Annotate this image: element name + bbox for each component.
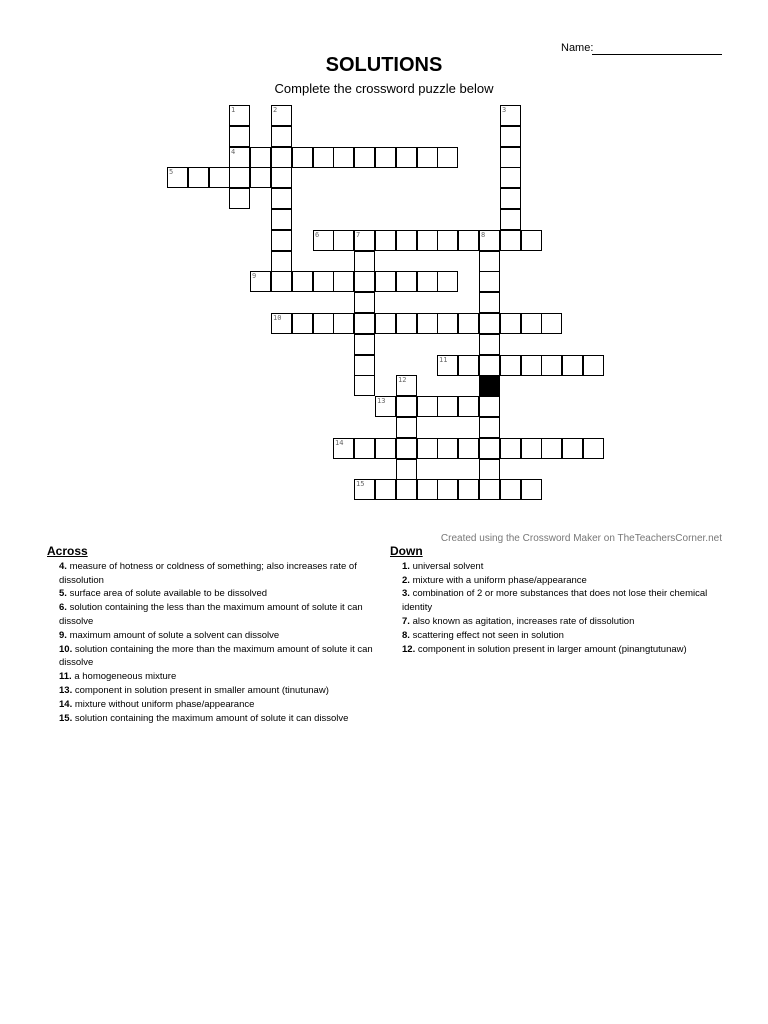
crossword-cell[interactable] — [417, 230, 438, 251]
clue-text: a homogeneous mixture — [71, 671, 177, 683]
crossword-cell[interactable] — [271, 126, 292, 147]
crossword-cell[interactable] — [479, 396, 500, 417]
crossword-cell[interactable] — [479, 313, 500, 334]
clue-item — [47, 629, 382, 643]
clue-number-label: 6. — [59, 602, 67, 614]
page-subtitle: Complete the crossword puzzle below — [274, 81, 494, 96]
crossword-cell[interactable] — [313, 271, 334, 292]
clue-item — [47, 698, 382, 712]
crossword-cell[interactable] — [188, 167, 209, 188]
crossword-cell[interactable] — [333, 147, 354, 168]
crossword-cell[interactable] — [375, 479, 396, 500]
clue-number: 14 — [335, 439, 344, 447]
clue-number: 15 — [356, 480, 365, 488]
crossword-cell[interactable] — [229, 105, 250, 126]
crossword-cell[interactable] — [437, 230, 458, 251]
crossword-cell[interactable] — [458, 355, 479, 376]
crossword-cell[interactable] — [209, 167, 230, 188]
crossword-cell[interactable] — [500, 313, 521, 334]
crossword-cell[interactable] — [354, 292, 375, 313]
crossword-cell[interactable] — [417, 479, 438, 500]
crossword-cell[interactable] — [437, 271, 458, 292]
crossword-cell[interactable] — [375, 271, 396, 292]
crossword-cell[interactable] — [229, 167, 250, 188]
clue-text: measure of hotness or coldness of something; also increases rate of dissolution — [59, 560, 357, 586]
crossword-cell[interactable] — [521, 479, 542, 500]
clue-number-label: 14. — [59, 698, 73, 710]
clue-number: 5 — [169, 168, 174, 176]
crossword-cell[interactable] — [354, 438, 375, 459]
clue-item — [390, 574, 730, 588]
crossword-cell[interactable] — [583, 355, 604, 376]
crossword-cell[interactable] — [333, 230, 354, 251]
crossword-cell[interactable] — [375, 147, 396, 168]
crossword-cell[interactable] — [292, 271, 313, 292]
crossword-cell[interactable] — [271, 147, 292, 168]
clue-item — [390, 615, 730, 629]
clue-text: component in solution present in smaller amount (tinutunaw) — [72, 684, 329, 696]
crossword-cell[interactable] — [562, 355, 583, 376]
crossword-cell[interactable] — [271, 271, 292, 292]
crossword-cell[interactable] — [521, 438, 542, 459]
clue-number-label: 2. — [402, 574, 410, 586]
crossword-cell[interactable] — [250, 167, 271, 188]
crossword-cell[interactable] — [396, 271, 417, 292]
clue-number: 1 — [231, 106, 236, 114]
crossword-cell[interactable] — [333, 438, 354, 459]
clue-number-label: 9. — [59, 629, 67, 641]
clue-number: 4 — [231, 148, 236, 156]
across-heading: Across — [47, 544, 88, 558]
clue-text: scattering effect not seen in solution — [409, 629, 564, 641]
crossword-cell[interactable] — [396, 313, 417, 334]
crossword-cell[interactable] — [417, 271, 438, 292]
crossword-cell[interactable] — [229, 147, 250, 168]
crossword-cell[interactable] — [292, 313, 313, 334]
clue-text: solution containing the maximum amount of solute it can dissolve — [72, 712, 349, 724]
crossword-cell[interactable] — [313, 147, 334, 168]
clue-number: 2 — [273, 106, 278, 114]
crossword-cell[interactable] — [333, 313, 354, 334]
clue-number: 9 — [252, 272, 257, 280]
clue-item — [390, 560, 730, 574]
crossword-cell[interactable] — [458, 396, 479, 417]
clue-number-label: 5. — [59, 588, 67, 600]
crossword-cell[interactable] — [396, 417, 417, 438]
crossword-cell[interactable] — [271, 105, 292, 126]
crossword-cell[interactable] — [500, 167, 521, 188]
crossword-cell[interactable] — [500, 438, 521, 459]
clue-number-label: 3. — [402, 588, 410, 600]
across-clues — [47, 545, 382, 725]
crossword-cell[interactable] — [479, 417, 500, 438]
crossword-cell[interactable] — [271, 230, 292, 251]
clue-item — [47, 601, 382, 629]
crossword-cell[interactable] — [541, 438, 562, 459]
clue-number: 6 — [315, 231, 320, 239]
clue-item — [47, 670, 382, 684]
clue-number-label: 10. — [59, 643, 73, 655]
crossword-cell[interactable] — [500, 479, 521, 500]
crossword-cell[interactable] — [479, 355, 500, 376]
credit-text: Created using the Crossword Maker on TheTeachersCorner.net — [440, 533, 722, 544]
crossword-black-cell — [479, 375, 500, 396]
clue-text: maximum amount of solute a solvent can dissolve — [66, 629, 280, 641]
crossword-cell[interactable] — [333, 271, 354, 292]
crossword-cell[interactable] — [396, 396, 417, 417]
crossword-cell[interactable] — [354, 479, 375, 500]
clue-number-label: 12. — [402, 643, 416, 655]
crossword-cell[interactable] — [479, 292, 500, 313]
crossword-cell[interactable] — [583, 438, 604, 459]
clue-text: solution containing the less than the maximum amount of solute it can dissolve — [59, 602, 363, 627]
crossword-cell[interactable] — [417, 438, 438, 459]
crossword-cell[interactable] — [521, 355, 542, 376]
crossword-cell[interactable] — [500, 209, 521, 230]
crossword-cell[interactable] — [521, 230, 542, 251]
crossword-cell[interactable] — [458, 479, 479, 500]
clue-number-label: 15. — [59, 712, 73, 724]
crossword-cell[interactable] — [313, 313, 334, 334]
clue-text: solution containing the more than the maximum amount of solute it can dissolve — [59, 643, 373, 669]
crossword-cell[interactable] — [479, 334, 500, 355]
crossword-cell[interactable] — [354, 251, 375, 272]
crossword-cell[interactable] — [437, 355, 458, 376]
crossword-cell[interactable] — [271, 167, 292, 188]
clue-item — [390, 629, 730, 643]
crossword-cell[interactable] — [271, 313, 292, 334]
clue-number: 12 — [398, 376, 407, 384]
clue-number: 11 — [439, 356, 448, 364]
crossword-cell[interactable] — [417, 313, 438, 334]
clue-text: universal solvent — [409, 560, 484, 572]
clue-text: combination of 2 or more substances that does not lose their chemical identity — [402, 588, 708, 614]
crossword-cell[interactable] — [375, 313, 396, 334]
crossword-cell[interactable] — [396, 479, 417, 500]
crossword-cell[interactable] — [396, 375, 417, 396]
crossword-cell[interactable] — [375, 230, 396, 251]
crossword-cell[interactable] — [437, 313, 458, 334]
clue-item — [390, 587, 730, 615]
crossword-cell[interactable] — [437, 438, 458, 459]
crossword-cell[interactable] — [313, 230, 334, 251]
clue-number: 3 — [502, 106, 507, 114]
clue-number-label: 13. — [59, 684, 73, 696]
crossword-cell[interactable] — [292, 147, 313, 168]
crossword-cell[interactable] — [500, 230, 521, 251]
clue-number: 13 — [377, 397, 386, 405]
crossword-cell[interactable] — [541, 355, 562, 376]
clue-number-label: 7. — [402, 615, 410, 627]
crossword-cell[interactable] — [437, 479, 458, 500]
crossword-cell[interactable] — [479, 459, 500, 480]
crossword-cell[interactable] — [500, 355, 521, 376]
crossword-cell[interactable] — [458, 230, 479, 251]
crossword-cell[interactable] — [562, 438, 583, 459]
name-label: Name: — [561, 42, 594, 54]
clue-text: surface area of solute available to be dissolved — [66, 588, 268, 600]
clue-number-label: 11. — [59, 671, 72, 683]
clue-number-label: 1. — [402, 560, 410, 572]
clue-text: mixture with a uniform phase/appearance — [409, 574, 587, 586]
crossword-cell[interactable] — [229, 188, 250, 209]
crossword-cell[interactable] — [271, 251, 292, 272]
clue-text: also known as agitation, increases rate of dissolution — [409, 615, 635, 627]
down-clues — [390, 545, 730, 656]
crossword-cell[interactable] — [521, 313, 542, 334]
crossword-cell[interactable] — [354, 230, 375, 251]
crossword-cell[interactable] — [458, 438, 479, 459]
crossword-cell[interactable] — [479, 230, 500, 251]
crossword-cell[interactable] — [396, 438, 417, 459]
clue-text: mixture without uniform phase/appearance — [72, 698, 255, 710]
clue-number: 10 — [273, 314, 282, 322]
clue-item — [47, 712, 382, 726]
crossword-cell[interactable] — [437, 147, 458, 168]
crossword-cell[interactable] — [167, 167, 188, 188]
crossword-cell[interactable] — [479, 479, 500, 500]
crossword-cell[interactable] — [354, 313, 375, 334]
crossword-cell[interactable] — [354, 147, 375, 168]
crossword-cell[interactable] — [500, 147, 521, 168]
crossword-cell[interactable] — [354, 375, 375, 396]
down-heading: Down — [390, 544, 423, 558]
crossword-cell[interactable] — [354, 271, 375, 292]
crossword-cell[interactable] — [417, 147, 438, 168]
crossword-cell[interactable] — [375, 438, 396, 459]
clue-item — [390, 643, 730, 657]
crossword-cell[interactable] — [396, 147, 417, 168]
crossword-cell[interactable] — [396, 230, 417, 251]
clue-number: 7 — [356, 231, 361, 239]
crossword-cell[interactable] — [500, 105, 521, 126]
crossword-cell[interactable] — [437, 396, 458, 417]
crossword-cell[interactable] — [417, 396, 438, 417]
clue-item — [47, 684, 382, 698]
crossword-cell[interactable] — [500, 126, 521, 147]
crossword-cell[interactable] — [500, 188, 521, 209]
clue-number: 8 — [481, 231, 486, 239]
clue-number-label: 8. — [402, 629, 410, 641]
crossword-cell[interactable] — [479, 251, 500, 272]
crossword-cell[interactable] — [375, 396, 396, 417]
clue-item — [47, 587, 382, 601]
crossword-cell[interactable] — [250, 271, 271, 292]
crossword-cell[interactable] — [396, 459, 417, 480]
crossword-cell[interactable] — [250, 147, 271, 168]
clue-text: component in solution present in larger amount (pinangtutunaw) — [415, 643, 687, 655]
crossword-cell[interactable] — [354, 355, 375, 376]
crossword-cell[interactable] — [479, 438, 500, 459]
clue-item — [47, 643, 382, 671]
crossword-cell[interactable] — [271, 209, 292, 230]
crossword-cell[interactable] — [479, 271, 500, 292]
crossword-cell[interactable] — [271, 188, 292, 209]
clue-item — [47, 560, 382, 588]
crossword-cell[interactable] — [541, 313, 562, 334]
page-title: SOLUTIONS — [325, 54, 443, 76]
crossword-cell[interactable] — [458, 313, 479, 334]
clue-number-label: 4. — [59, 560, 67, 572]
crossword-cell[interactable] — [354, 334, 375, 355]
crossword-cell[interactable] — [229, 126, 250, 147]
